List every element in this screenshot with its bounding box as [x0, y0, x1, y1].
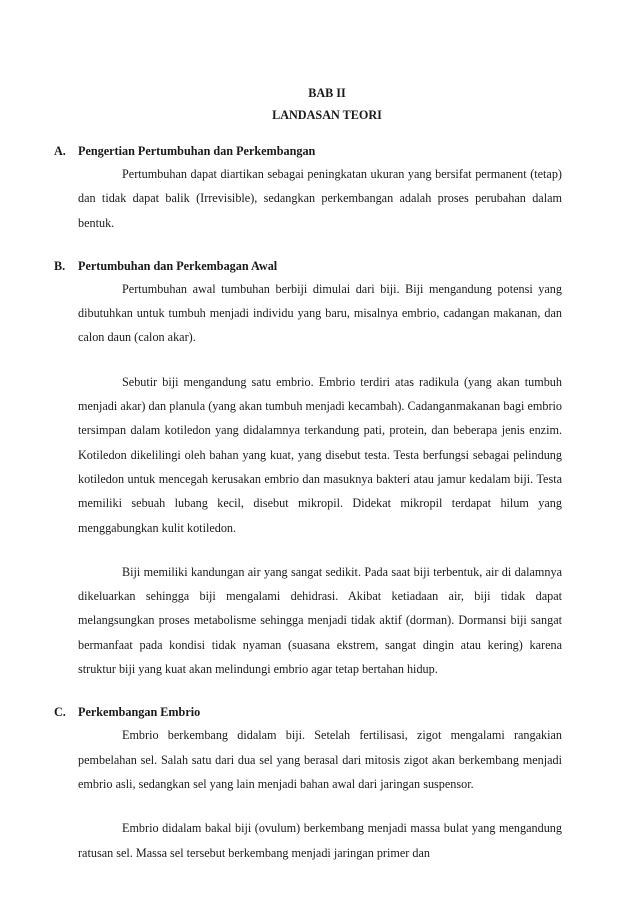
section-title: Perkembangan Embrio	[78, 705, 201, 720]
chapter-title: LANDASAN TEORI	[272, 108, 382, 122]
section-letter: B.	[54, 258, 66, 273]
section-heading	[54, 701, 562, 723]
section-a	[54, 140, 562, 235]
section-heading	[54, 140, 562, 162]
paragraph: Biji memiliki kandungan air yang sangat sedikit. Pada saat biji terbentuk, air di dalamnya dikeluarkan sehingga biji mengalami dehidrasi. Akibat ketiadaan air, biji tidak dapat melangsungkan proses metabolisme sehingga menjadi tidak aktif (dorman). Dormansi biji sangat bermanfaat pada kondisi tidak nyaman (suasana ekstrem, sangat dingin atau kering) karena struktur biji yang kuat akan melindungi embrio agar tetap bertahan hidup.	[78, 564, 562, 677]
section-letter: C.	[54, 705, 66, 720]
paragraph: Sebutir biji mengandung satu embrio. Embrio terdiri atas radikula (yang akan tumbuh menjadi akar) dan planula (yang akan tumbuh menjadi kecambah). Cadanganmakanan bagi embrio tersimpan dalam kotiledon yang didalamnya terkandung pati, protein, dan beberapa jenis enzim. Kotiledon dikelilingi oleh bahan yang kuat, yang disebut testa. Testa berfungsi sebagai pelindung kotiledon untuk mencegah kerusakan embrio dan masuknya bakteri atau jamur kedalam biji. Testa memiliki sebuah lubang kecil, disebut mikropil. Didekat mikropil terdapat hilum yang menggabungkan kulit kotiledon.	[78, 374, 562, 535]
paragraph: Embrio berkembang didalam biji. Setelah fertilisasi, zigot mengalami rangakian pembelahan sel. Salah satu dari dua sel yang berasal dari mitosis zigot akan berkembang menjadi embrio asli, sedangkan sel yang lain menjadi bahan awal dari jaringan suspensor.	[78, 728, 562, 791]
paragraph: Pertumbuhan dapat diartikan sebagai peningkatan ukuran yang bersifat permanent (tetap) dan tidak dapat balik (Irrevisible), sedangkan perkembangan adalah proses perubahan dalam bentuk.	[78, 167, 562, 230]
chapter-number: BAB II	[308, 86, 346, 100]
section-title: Pertumbuhan dan Perkembagan Awal	[78, 258, 278, 273]
section-heading	[54, 255, 562, 277]
section-b	[54, 255, 562, 681]
section-title: Pengertian Pertumbuhan dan Perkembangan	[78, 144, 316, 158]
paragraph: Pertumbuhan awal tumbuhan berbiji dimulai dari biji. Biji mengandung potensi yang dibutuhkan untuk tumbuh menjadi individu yang baru, misalnya embrio, cadangan makanan, dan calon daun (calon akar).	[78, 281, 562, 345]
section-c	[54, 701, 562, 864]
section-letter: A.	[54, 144, 66, 158]
paragraph: Embrio didalam bakal biji (ovulum) berkembang menjadi massa bulat yang mengandung ratusan sel. Massa sel tersebut berkembang menjadi jaringan primer dan	[78, 821, 562, 860]
